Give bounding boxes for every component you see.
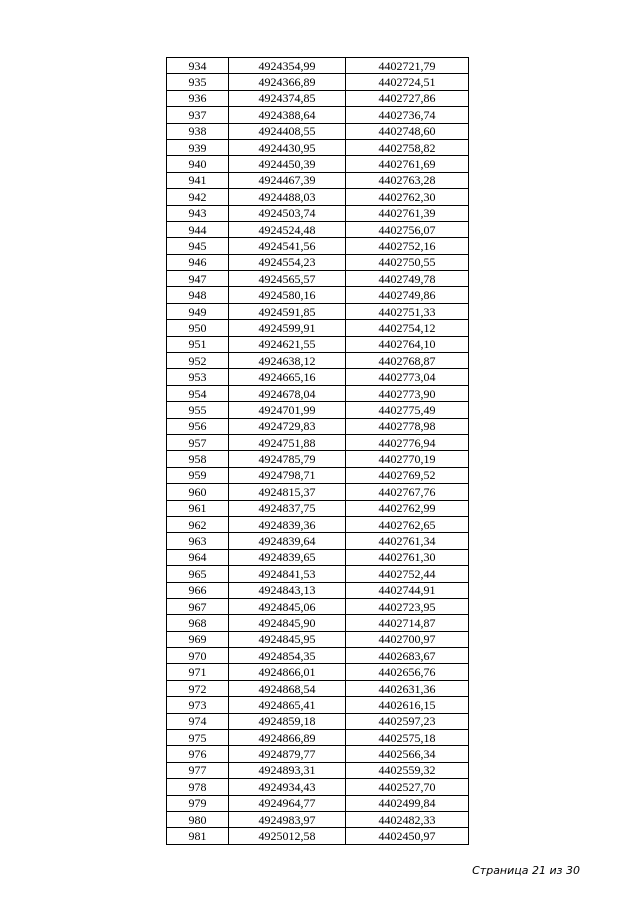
table-row bbox=[167, 402, 469, 418]
y-coordinate-cell: 4402727,86 bbox=[346, 90, 469, 106]
y-coordinate-cell: 4402723,95 bbox=[346, 598, 469, 614]
point-number-cell: 972 bbox=[167, 680, 229, 696]
point-number-cell: 960 bbox=[167, 484, 229, 500]
y-coordinate-cell: 4402776,94 bbox=[346, 434, 469, 450]
x-coordinate-cell: 4924541,56 bbox=[229, 238, 346, 254]
y-coordinate-cell: 4402764,10 bbox=[346, 336, 469, 352]
table-row bbox=[167, 156, 469, 172]
x-coordinate-cell: 4924893,31 bbox=[229, 762, 346, 778]
x-coordinate-cell: 4924621,55 bbox=[229, 336, 346, 352]
table-row bbox=[167, 664, 469, 680]
point-number-cell: 951 bbox=[167, 336, 229, 352]
x-coordinate-cell: 4924845,06 bbox=[229, 598, 346, 614]
x-coordinate-cell: 4924815,37 bbox=[229, 484, 346, 500]
point-number-cell: 935 bbox=[167, 74, 229, 90]
x-coordinate-cell: 4924599,91 bbox=[229, 320, 346, 336]
table-row bbox=[167, 205, 469, 221]
point-number-cell: 976 bbox=[167, 746, 229, 762]
point-number-cell: 934 bbox=[167, 58, 229, 74]
y-coordinate-cell: 4402744,91 bbox=[346, 582, 469, 598]
x-coordinate-cell: 4924408,55 bbox=[229, 123, 346, 139]
y-coordinate-cell: 4402762,30 bbox=[346, 189, 469, 205]
x-coordinate-cell: 4924934,43 bbox=[229, 779, 346, 795]
y-coordinate-cell: 4402751,33 bbox=[346, 303, 469, 319]
table-row bbox=[167, 762, 469, 778]
point-number-cell: 949 bbox=[167, 303, 229, 319]
coordinates-table-body bbox=[167, 58, 469, 845]
table-row bbox=[167, 500, 469, 516]
x-coordinate-cell: 4924866,01 bbox=[229, 664, 346, 680]
x-coordinate-cell: 4924845,90 bbox=[229, 615, 346, 631]
x-coordinate-cell: 4924366,89 bbox=[229, 74, 346, 90]
point-number-cell: 962 bbox=[167, 516, 229, 532]
point-number-cell: 936 bbox=[167, 90, 229, 106]
table-row bbox=[167, 287, 469, 303]
point-number-cell: 977 bbox=[167, 762, 229, 778]
point-number-cell: 952 bbox=[167, 353, 229, 369]
y-coordinate-cell: 4402749,86 bbox=[346, 287, 469, 303]
point-number-cell: 956 bbox=[167, 418, 229, 434]
x-coordinate-cell: 4924751,88 bbox=[229, 434, 346, 450]
x-coordinate-cell: 4924524,48 bbox=[229, 221, 346, 237]
x-coordinate-cell: 4924843,13 bbox=[229, 582, 346, 598]
y-coordinate-cell: 4402768,87 bbox=[346, 353, 469, 369]
y-coordinate-cell: 4402559,32 bbox=[346, 762, 469, 778]
point-number-cell: 974 bbox=[167, 713, 229, 729]
table-row bbox=[167, 828, 469, 844]
table-row bbox=[167, 516, 469, 532]
x-coordinate-cell: 4924839,64 bbox=[229, 533, 346, 549]
point-number-cell: 948 bbox=[167, 287, 229, 303]
point-number-cell: 939 bbox=[167, 139, 229, 155]
table-row bbox=[167, 648, 469, 664]
x-coordinate-cell: 4924839,36 bbox=[229, 516, 346, 532]
x-coordinate-cell: 4924430,95 bbox=[229, 139, 346, 155]
point-number-cell: 968 bbox=[167, 615, 229, 631]
x-coordinate-cell: 4924467,39 bbox=[229, 172, 346, 188]
x-coordinate-cell: 4924729,83 bbox=[229, 418, 346, 434]
y-coordinate-cell: 4402566,34 bbox=[346, 746, 469, 762]
table-row bbox=[167, 697, 469, 713]
x-coordinate-cell: 4924839,65 bbox=[229, 549, 346, 565]
table-row bbox=[167, 615, 469, 631]
point-number-cell: 937 bbox=[167, 107, 229, 123]
y-coordinate-cell: 4402754,12 bbox=[346, 320, 469, 336]
x-coordinate-cell: 4924580,16 bbox=[229, 287, 346, 303]
table-row bbox=[167, 336, 469, 352]
y-coordinate-cell: 4402769,52 bbox=[346, 467, 469, 483]
x-coordinate-cell: 4924983,97 bbox=[229, 811, 346, 827]
point-number-cell: 950 bbox=[167, 320, 229, 336]
table-row bbox=[167, 221, 469, 237]
table-row bbox=[167, 353, 469, 369]
table-row bbox=[167, 303, 469, 319]
y-coordinate-cell: 4402773,90 bbox=[346, 385, 469, 401]
y-coordinate-cell: 4402616,15 bbox=[346, 697, 469, 713]
y-coordinate-cell: 4402762,99 bbox=[346, 500, 469, 516]
y-coordinate-cell: 4402775,49 bbox=[346, 402, 469, 418]
y-coordinate-cell: 4402721,79 bbox=[346, 58, 469, 74]
x-coordinate-cell: 4924638,12 bbox=[229, 353, 346, 369]
y-coordinate-cell: 4402683,67 bbox=[346, 648, 469, 664]
point-number-cell: 953 bbox=[167, 369, 229, 385]
table-row bbox=[167, 172, 469, 188]
y-coordinate-cell: 4402770,19 bbox=[346, 451, 469, 467]
y-coordinate-cell: 4402750,55 bbox=[346, 254, 469, 270]
y-coordinate-cell: 4402773,04 bbox=[346, 369, 469, 385]
table-row bbox=[167, 533, 469, 549]
table-row bbox=[167, 631, 469, 647]
y-coordinate-cell: 4402527,70 bbox=[346, 779, 469, 795]
x-coordinate-cell: 4924865,41 bbox=[229, 697, 346, 713]
point-number-cell: 970 bbox=[167, 648, 229, 664]
coordinates-table-container bbox=[166, 57, 468, 845]
point-number-cell: 975 bbox=[167, 730, 229, 746]
x-coordinate-cell: 4924554,23 bbox=[229, 254, 346, 270]
y-coordinate-cell: 4402736,74 bbox=[346, 107, 469, 123]
table-row bbox=[167, 746, 469, 762]
y-coordinate-cell: 4402778,98 bbox=[346, 418, 469, 434]
y-coordinate-cell: 4402758,82 bbox=[346, 139, 469, 155]
point-number-cell: 978 bbox=[167, 779, 229, 795]
x-coordinate-cell: 4924964,77 bbox=[229, 795, 346, 811]
table-row bbox=[167, 254, 469, 270]
point-number-cell: 959 bbox=[167, 467, 229, 483]
y-coordinate-cell: 4402761,69 bbox=[346, 156, 469, 172]
x-coordinate-cell: 4924859,18 bbox=[229, 713, 346, 729]
table-row bbox=[167, 418, 469, 434]
table-row bbox=[167, 598, 469, 614]
point-number-cell: 945 bbox=[167, 238, 229, 254]
table-row bbox=[167, 779, 469, 795]
x-coordinate-cell: 4924837,75 bbox=[229, 500, 346, 516]
table-row bbox=[167, 680, 469, 696]
table-row bbox=[167, 566, 469, 582]
point-number-cell: 942 bbox=[167, 189, 229, 205]
x-coordinate-cell: 4924845,95 bbox=[229, 631, 346, 647]
table-row bbox=[167, 369, 469, 385]
table-row bbox=[167, 320, 469, 336]
y-coordinate-cell: 4402761,34 bbox=[346, 533, 469, 549]
x-coordinate-cell: 4924354,99 bbox=[229, 58, 346, 74]
y-coordinate-cell: 4402761,30 bbox=[346, 549, 469, 565]
point-number-cell: 955 bbox=[167, 402, 229, 418]
table-row bbox=[167, 385, 469, 401]
point-number-cell: 947 bbox=[167, 271, 229, 287]
y-coordinate-cell: 4402499,84 bbox=[346, 795, 469, 811]
y-coordinate-cell: 4402756,07 bbox=[346, 221, 469, 237]
table-row bbox=[167, 58, 469, 74]
x-coordinate-cell: 4924388,64 bbox=[229, 107, 346, 123]
y-coordinate-cell: 4402450,97 bbox=[346, 828, 469, 844]
point-number-cell: 957 bbox=[167, 434, 229, 450]
y-coordinate-cell: 4402749,78 bbox=[346, 271, 469, 287]
x-coordinate-cell: 4924565,57 bbox=[229, 271, 346, 287]
y-coordinate-cell: 4402597,23 bbox=[346, 713, 469, 729]
table-row bbox=[167, 90, 469, 106]
x-coordinate-cell: 4925012,58 bbox=[229, 828, 346, 844]
table-row bbox=[167, 467, 469, 483]
y-coordinate-cell: 4402752,16 bbox=[346, 238, 469, 254]
y-coordinate-cell: 4402761,39 bbox=[346, 205, 469, 221]
point-number-cell: 971 bbox=[167, 664, 229, 680]
x-coordinate-cell: 4924701,99 bbox=[229, 402, 346, 418]
point-number-cell: 980 bbox=[167, 811, 229, 827]
point-number-cell: 967 bbox=[167, 598, 229, 614]
coordinates-table bbox=[166, 57, 469, 845]
y-coordinate-cell: 4402748,60 bbox=[346, 123, 469, 139]
y-coordinate-cell: 4402575,18 bbox=[346, 730, 469, 746]
point-number-cell: 964 bbox=[167, 549, 229, 565]
y-coordinate-cell: 4402752,44 bbox=[346, 566, 469, 582]
x-coordinate-cell: 4924591,85 bbox=[229, 303, 346, 319]
point-number-cell: 938 bbox=[167, 123, 229, 139]
point-number-cell: 941 bbox=[167, 172, 229, 188]
point-number-cell: 944 bbox=[167, 221, 229, 237]
table-row bbox=[167, 795, 469, 811]
point-number-cell: 943 bbox=[167, 205, 229, 221]
point-number-cell: 981 bbox=[167, 828, 229, 844]
table-row bbox=[167, 107, 469, 123]
x-coordinate-cell: 4924374,85 bbox=[229, 90, 346, 106]
page-number: Страница 21 из 30 bbox=[472, 864, 580, 877]
x-coordinate-cell: 4924841,53 bbox=[229, 566, 346, 582]
point-number-cell: 958 bbox=[167, 451, 229, 467]
point-number-cell: 966 bbox=[167, 582, 229, 598]
point-number-cell: 940 bbox=[167, 156, 229, 172]
point-number-cell: 946 bbox=[167, 254, 229, 270]
x-coordinate-cell: 4924665,16 bbox=[229, 369, 346, 385]
point-number-cell: 969 bbox=[167, 631, 229, 647]
point-number-cell: 965 bbox=[167, 566, 229, 582]
y-coordinate-cell: 4402700,97 bbox=[346, 631, 469, 647]
x-coordinate-cell: 4924488,03 bbox=[229, 189, 346, 205]
table-row bbox=[167, 451, 469, 467]
table-row bbox=[167, 238, 469, 254]
point-number-cell: 954 bbox=[167, 385, 229, 401]
table-row bbox=[167, 271, 469, 287]
table-row bbox=[167, 139, 469, 155]
x-coordinate-cell: 4924798,71 bbox=[229, 467, 346, 483]
table-row bbox=[167, 123, 469, 139]
table-row bbox=[167, 811, 469, 827]
y-coordinate-cell: 4402762,65 bbox=[346, 516, 469, 532]
table-row bbox=[167, 549, 469, 565]
x-coordinate-cell: 4924879,77 bbox=[229, 746, 346, 762]
y-coordinate-cell: 4402656,76 bbox=[346, 664, 469, 680]
point-number-cell: 961 bbox=[167, 500, 229, 516]
x-coordinate-cell: 4924678,04 bbox=[229, 385, 346, 401]
y-coordinate-cell: 4402767,76 bbox=[346, 484, 469, 500]
point-number-cell: 979 bbox=[167, 795, 229, 811]
table-row bbox=[167, 434, 469, 450]
x-coordinate-cell: 4924868,54 bbox=[229, 680, 346, 696]
y-coordinate-cell: 4402763,28 bbox=[346, 172, 469, 188]
x-coordinate-cell: 4924503,74 bbox=[229, 205, 346, 221]
table-row bbox=[167, 189, 469, 205]
table-row bbox=[167, 582, 469, 598]
table-row bbox=[167, 713, 469, 729]
point-number-cell: 963 bbox=[167, 533, 229, 549]
x-coordinate-cell: 4924854,35 bbox=[229, 648, 346, 664]
x-coordinate-cell: 4924450,39 bbox=[229, 156, 346, 172]
table-row bbox=[167, 484, 469, 500]
point-number-cell: 973 bbox=[167, 697, 229, 713]
y-coordinate-cell: 4402482,33 bbox=[346, 811, 469, 827]
y-coordinate-cell: 4402631,36 bbox=[346, 680, 469, 696]
y-coordinate-cell: 4402724,51 bbox=[346, 74, 469, 90]
x-coordinate-cell: 4924785,79 bbox=[229, 451, 346, 467]
table-row bbox=[167, 730, 469, 746]
x-coordinate-cell: 4924866,89 bbox=[229, 730, 346, 746]
table-row bbox=[167, 74, 469, 90]
y-coordinate-cell: 4402714,87 bbox=[346, 615, 469, 631]
